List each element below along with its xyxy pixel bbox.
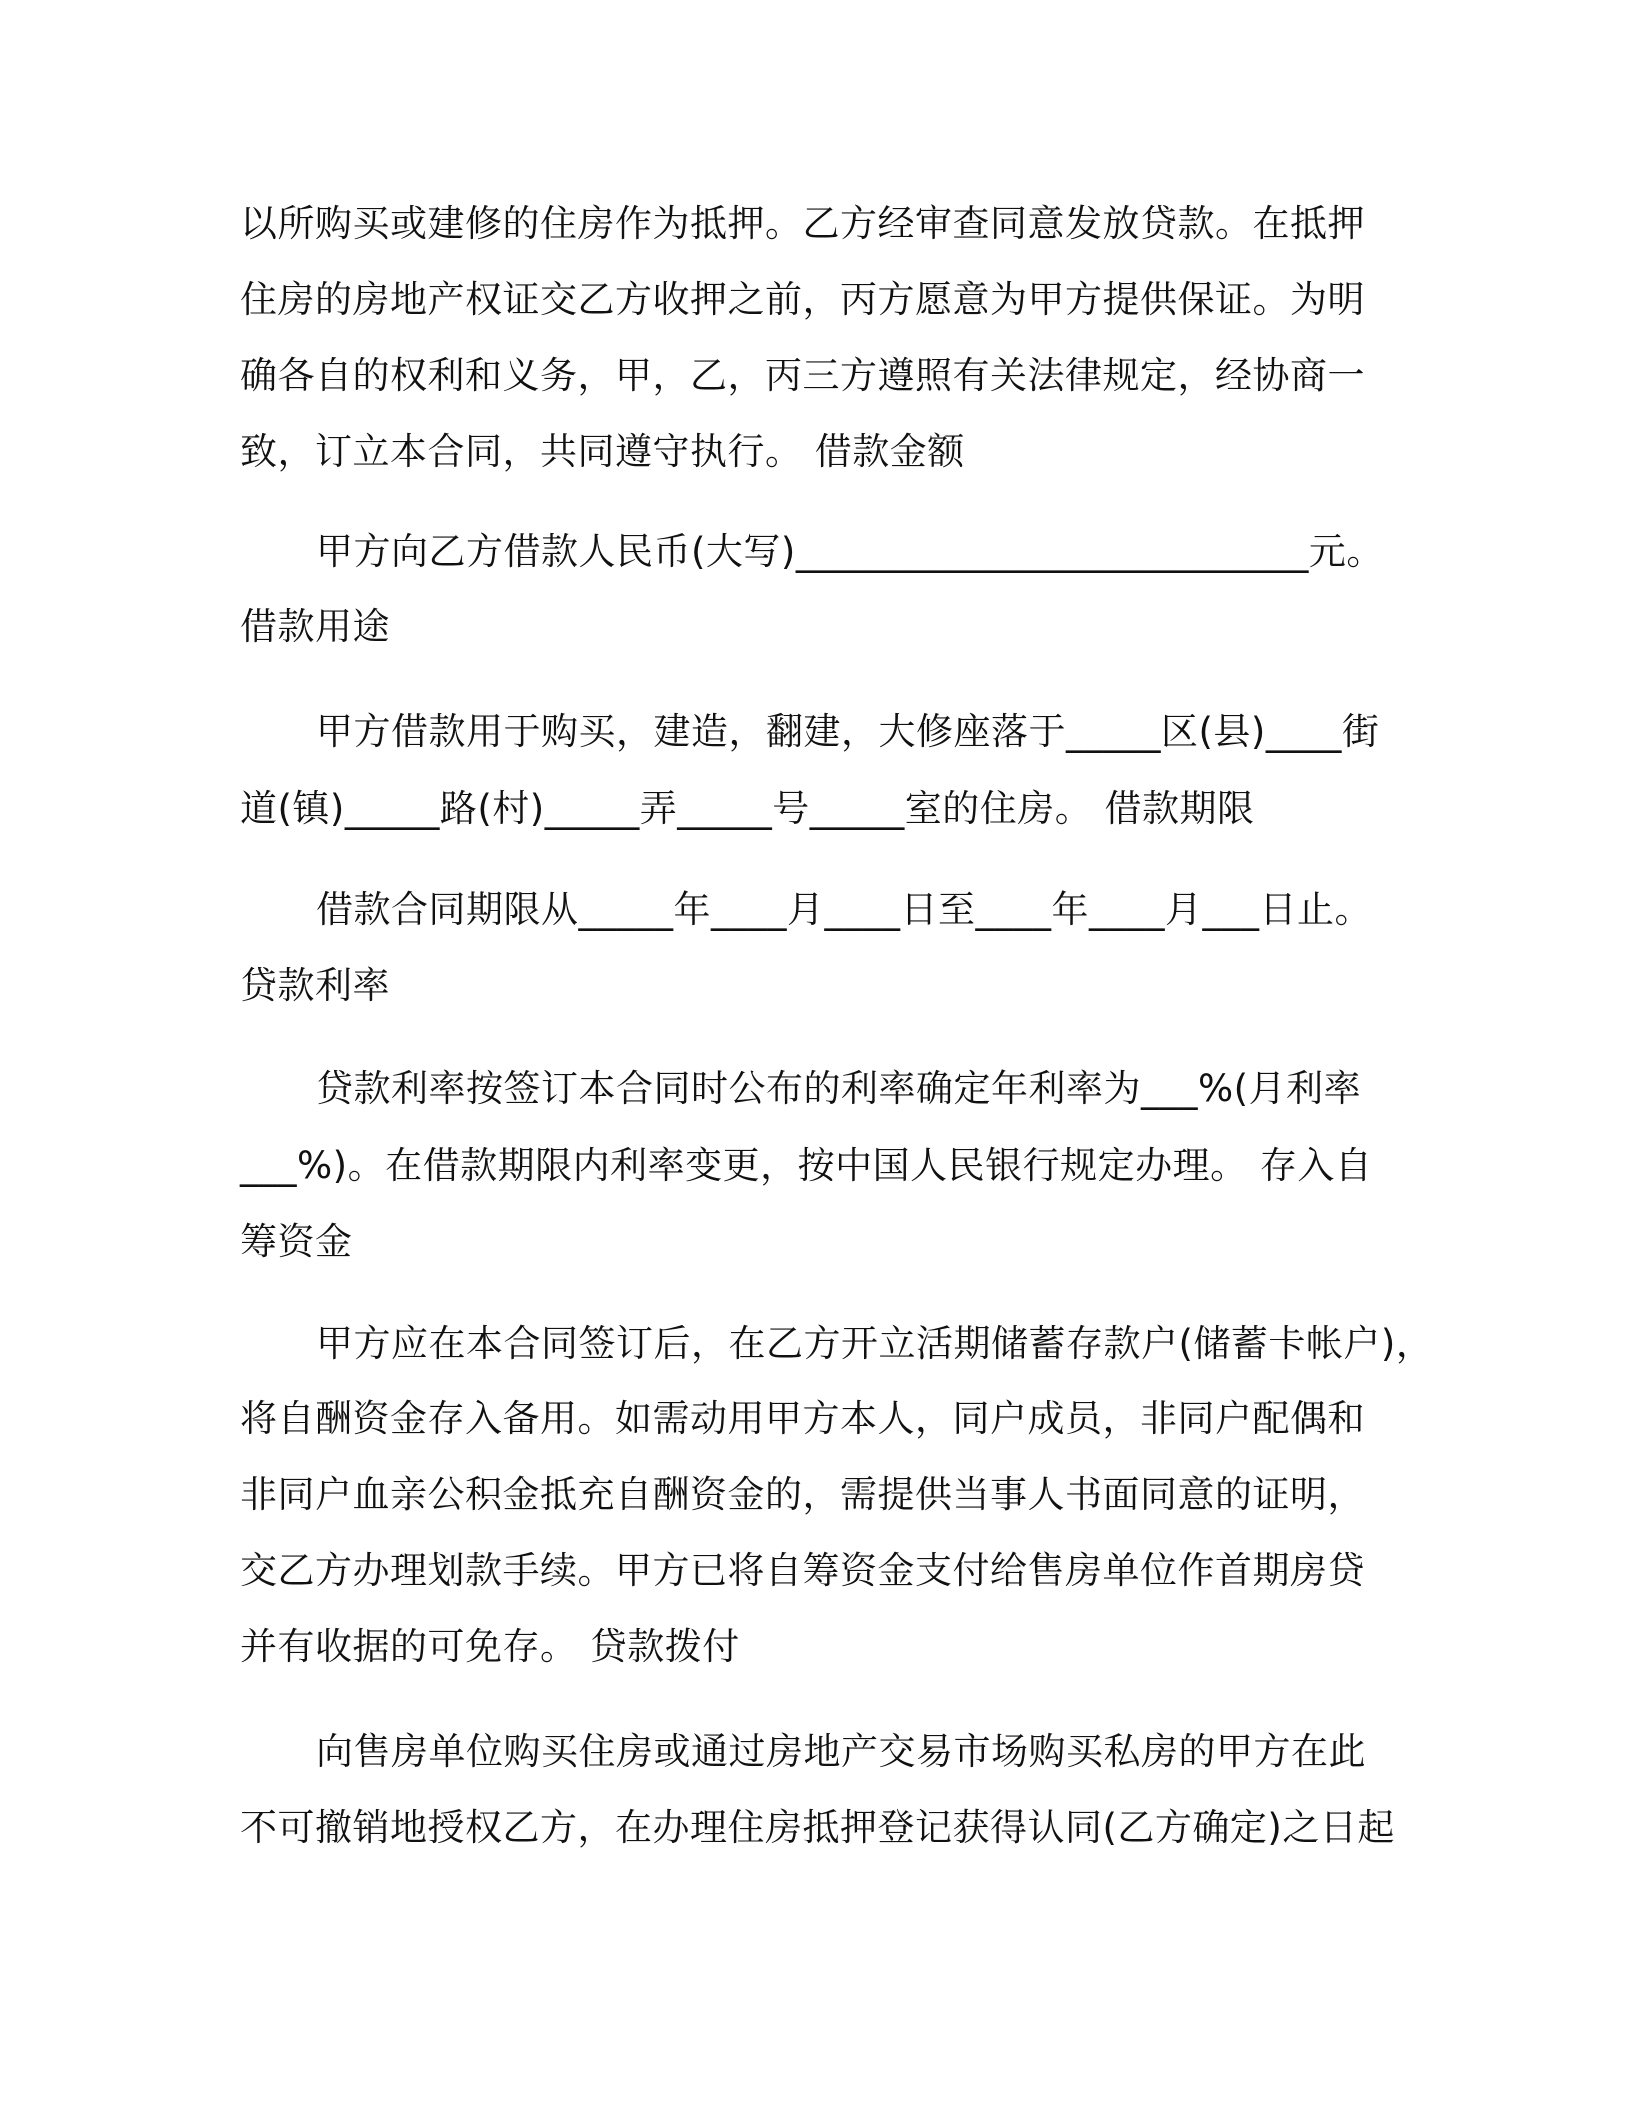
text-line: 借款合同期限从_____年____月____日至____年____月___日止。 xyxy=(316,888,1372,931)
text-line: 不可撤销地授权乙方，在办理住房抵押登记获得认同(乙方确定)之日起 xyxy=(240,1806,1395,1849)
text-line: 将自酬资金存入备用。如需动用甲方本人，同户成员，非同户配偶和 xyxy=(240,1397,1365,1440)
text-line: 交乙方办理划款手续。甲方已将自筹资金支付给售房单位作首期房贷 xyxy=(240,1549,1365,1592)
section-heading: 筹资金 xyxy=(240,1220,353,1263)
text-line: 向售房单位购买住房或通过房地产交易市场购买私房的甲方在此 xyxy=(316,1730,1366,1773)
text-line: 并有收据的可免存。 贷款拨付 xyxy=(240,1625,740,1668)
text-line: 住房的房地产权证交乙方收押之前，丙方愿意为甲方提供保证。为明 xyxy=(240,278,1365,321)
text-line: 甲方应在本合同签订后，在乙方开立活期储蓄存款户(储蓄卡帐户)， xyxy=(316,1322,1434,1365)
text-line: ___%)。在借款期限内利率变更，按中国人民银行规定办理。 存入自 xyxy=(240,1144,1373,1187)
text-line: 非同户血亲公积金抵充自酬资金的，需提供当事人书面同意的证明， xyxy=(240,1473,1365,1516)
text-line: 甲方借款用于购买，建造，翻建，大修座落于_____区(县)____街 xyxy=(316,710,1380,753)
text-line: 以所购买或建修的住房作为抵押。乙方经审查同意发放贷款。在抵押 xyxy=(240,202,1365,245)
text-line: 道(镇)_____路(村)_____弄_____号_____室的住房。 借款期限 xyxy=(240,787,1255,830)
text-line: 致，订立本合同，共同遵守执行。 借款金额 xyxy=(240,430,965,473)
section-heading: 贷款利率 xyxy=(240,964,390,1007)
text-line: 贷款利率按签订本合同时公布的利率确定年利率为___%(月利率 xyxy=(316,1067,1362,1110)
text-line: 确各自的权利和义务，甲，乙，丙三方遵照有关法律规定，经协商一 xyxy=(240,354,1365,397)
text-line: 甲方向乙方借款人民币(大写)___________________________元。 xyxy=(316,530,1384,573)
section-heading: 借款用途 xyxy=(240,605,390,648)
